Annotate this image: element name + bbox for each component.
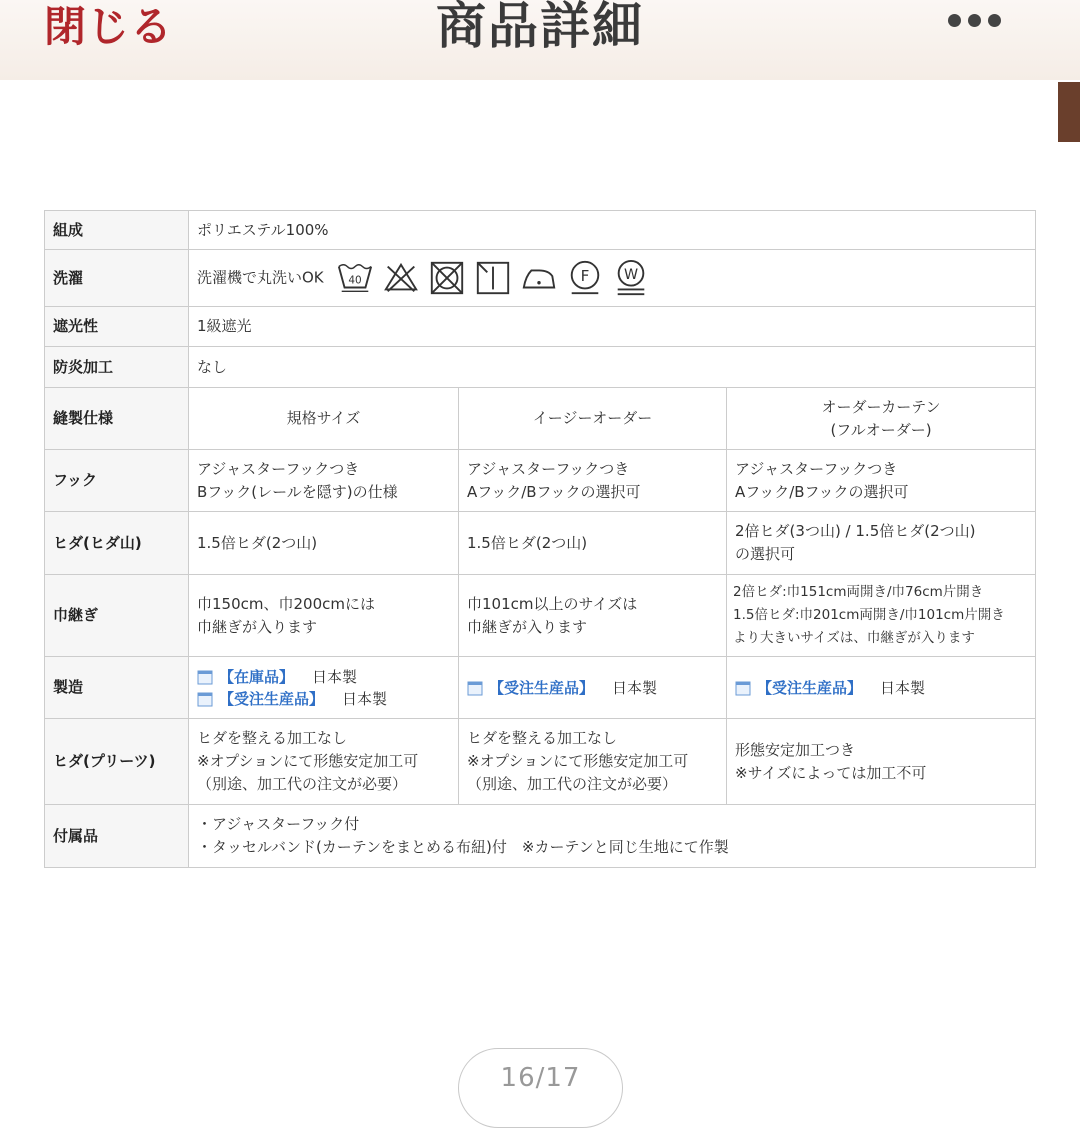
accessories-cell: ・アジャスターフック付 ・タッセルバンド(カーテンをまとめる布紐)付 ※カーテンと同じ生地にて作製 xyxy=(189,805,1036,868)
washing-cell xyxy=(189,250,1036,307)
table-row xyxy=(45,388,1036,450)
row-label: 製造 xyxy=(45,657,189,719)
mfg-line xyxy=(197,666,450,688)
column-header: イージーオーダー xyxy=(459,388,727,450)
side-scroll-tab[interactable] xyxy=(1058,82,1080,142)
composition-value: ポリエステル100% xyxy=(189,211,1036,250)
flameproof-value: なし xyxy=(189,347,1036,388)
table-cell: アジャスターフックつき Aフック/Bフックの選択可 xyxy=(459,450,727,512)
mfg-line xyxy=(735,677,1027,699)
row-label: 洗濯 xyxy=(45,250,189,307)
mfg-line xyxy=(467,677,718,699)
table-row xyxy=(45,250,1036,307)
wash-temp-text: 40 xyxy=(348,274,363,287)
table-row xyxy=(45,657,1036,719)
column-header: オーダーカーテン (フルオーダー) xyxy=(727,388,1036,450)
row-label: 巾継ぎ xyxy=(45,575,189,657)
wet-clean-w-icon xyxy=(612,259,650,297)
calendar-icon xyxy=(197,669,213,685)
table-cell: アジャスターフックつき Aフック/Bフックの選択可 xyxy=(727,450,1036,512)
order-tag: 【受注生産品】 xyxy=(757,678,863,697)
no-tumble-dry-icon xyxy=(428,259,466,297)
table-row xyxy=(45,512,1036,575)
table-row xyxy=(45,805,1036,868)
dry-clean-f-icon xyxy=(566,259,604,297)
top-bar xyxy=(0,0,1080,80)
no-bleach-icon xyxy=(382,259,420,297)
table-row xyxy=(45,719,1036,805)
blackout-value: 1級遮光 xyxy=(189,307,1036,347)
origin-text: 日本製 xyxy=(342,689,388,708)
washing-value: 洗濯機で丸洗いOK xyxy=(197,268,324,287)
origin-text: 日本製 xyxy=(880,678,926,697)
table-cell: 1.5倍ヒダ(2つ山) xyxy=(459,512,727,575)
spec-table xyxy=(44,210,1036,868)
table-row xyxy=(45,211,1036,250)
row-label: 付属品 xyxy=(45,805,189,868)
table-row xyxy=(45,307,1036,347)
table-cell: 1.5倍ヒダ(2つ山) xyxy=(189,512,459,575)
calendar-icon xyxy=(735,680,751,696)
row-label: 縫製仕様 xyxy=(45,388,189,450)
table-cell xyxy=(727,657,1036,719)
origin-text: 日本製 xyxy=(312,667,358,686)
row-label: ヒダ(ヒダ山) xyxy=(45,512,189,575)
order-tag: 【受注生産品】 xyxy=(219,689,325,708)
table-cell: 2倍ヒダ:巾151cm両開き/巾76cm片開き 1.5倍ヒダ:巾201cm両開き/巾101cm片開き より大きいサイズは、巾継ぎが入ります xyxy=(727,575,1036,657)
table-cell: アジャスターフックつき Bフック(レールを隠す)の仕様 xyxy=(189,450,459,512)
row-label: 組成 xyxy=(45,211,189,250)
wet-clean-letter: W xyxy=(624,266,639,283)
origin-text: 日本製 xyxy=(612,678,658,697)
table-cell: 形態安定加工つき ※サイズによっては加工不可 xyxy=(727,719,1036,805)
table-row xyxy=(45,575,1036,657)
column-header: 規格サイズ xyxy=(189,388,459,450)
care-symbols xyxy=(336,259,650,297)
table-cell xyxy=(459,657,727,719)
order-tag: 【受注生産品】 xyxy=(489,678,595,697)
page-indicator-text: 16/17 xyxy=(500,1063,581,1093)
table-cell: 2倍ヒダ(3つ山) / 1.5倍ヒダ(2つ山) の選択可 xyxy=(727,512,1036,575)
wash-40-icon xyxy=(336,259,374,297)
calendar-icon xyxy=(467,680,483,696)
mfg-line xyxy=(197,688,450,710)
row-label: 遮光性 xyxy=(45,307,189,347)
row-label: 防炎加工 xyxy=(45,347,189,388)
close-button[interactable]: 閉じる xyxy=(44,2,174,51)
stock-tag: 【在庫品】 xyxy=(219,667,295,686)
page-title: 商品詳細 xyxy=(436,0,644,55)
calendar-icon xyxy=(197,691,213,707)
row-label: ヒダ(プリーツ) xyxy=(45,719,189,805)
table-cell: ヒダを整える加工なし ※オプションにて形態安定加工可 （別途、加工代の注文が必要） xyxy=(189,719,459,805)
table-cell: 巾101cm以上のサイズは 巾継ぎが入ります xyxy=(459,575,727,657)
table-cell: 巾150cm、巾200cmには 巾継ぎが入ります xyxy=(189,575,459,657)
row-label: フック xyxy=(45,450,189,512)
page-indicator[interactable] xyxy=(458,1048,623,1128)
table-cell: ヒダを整える加工なし ※オプションにて形態安定加工可 （別途、加工代の注文が必要） xyxy=(459,719,727,805)
iron-low-icon xyxy=(520,259,558,297)
table-row xyxy=(45,347,1036,388)
dry-clean-letter: F xyxy=(581,266,590,285)
more-options-icon[interactable] xyxy=(948,12,1004,28)
drip-dry-shade-icon xyxy=(474,259,512,297)
table-row xyxy=(45,450,1036,512)
table-cell xyxy=(189,657,459,719)
